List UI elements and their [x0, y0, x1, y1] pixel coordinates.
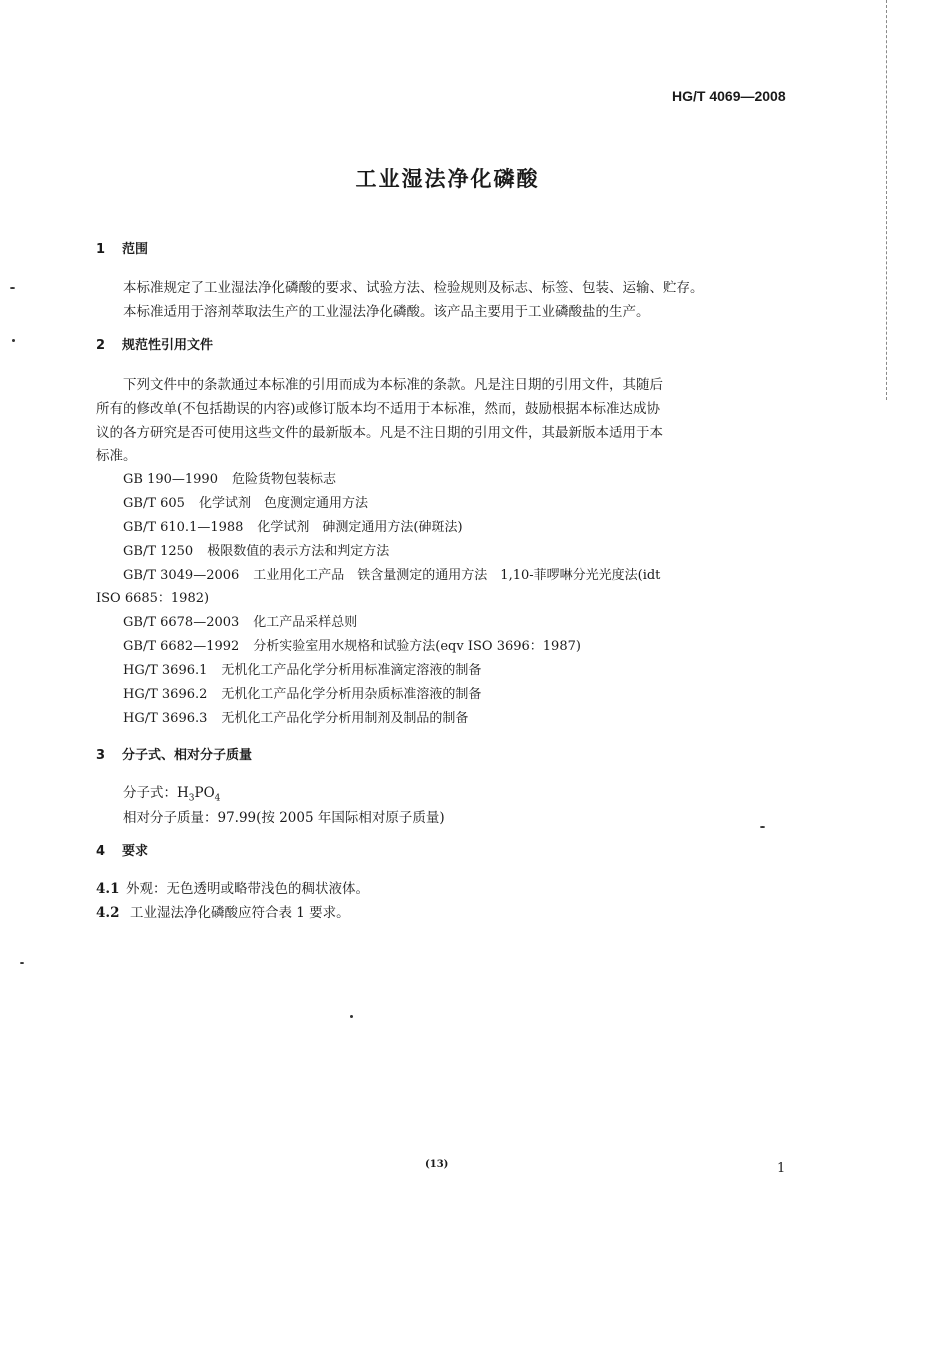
scan-speck — [760, 826, 765, 828]
scan-speck — [20, 962, 24, 964]
section-1-heading — [96, 238, 148, 257]
reference-code: GB/T 610.1—1988 — [123, 520, 244, 535]
reference-item — [123, 564, 660, 583]
reference-item — [123, 468, 336, 487]
reference-code: HG/T 3696.1 — [123, 663, 208, 678]
requirement-item — [96, 877, 369, 897]
section-3-heading — [96, 744, 252, 763]
scope-paragraph-1: 本标准规定了工业湿法净化磷酸的要求、试验方法、检验规则及标志、标签、包装、运输、贮存。 — [123, 280, 704, 296]
formula-subscript: 3 — [188, 793, 195, 804]
reference-item — [123, 492, 368, 511]
scan-edge-line — [886, 0, 887, 400]
reference-code: GB/T 605 — [123, 496, 185, 511]
scan-speck — [350, 1015, 353, 1018]
reference-item — [123, 540, 389, 559]
requirement-text: 外观：无色透明或略带浅色的稠状液体。 — [126, 881, 369, 897]
formula-element: PO — [194, 785, 215, 801]
reference-item — [123, 635, 581, 654]
reference-title: 分析实验室用水规格和试验方法(eqv ISO 3696：1987) — [253, 639, 581, 654]
formula-subscript: 4 — [214, 793, 221, 804]
section-title: 分子式、相对分子质量 — [122, 748, 253, 763]
requirement-text: 工业湿法净化磷酸应符合表 1 要求。 — [130, 905, 350, 921]
reference-code: GB/T 3049—2006 — [123, 568, 240, 583]
formula-element: H — [177, 785, 189, 801]
scan-speck — [10, 287, 15, 289]
reference-code: HG/T 3696.2 — [123, 687, 208, 702]
requirement-number: 4.1 — [96, 881, 120, 897]
scope-paragraph-2: 本标准适用于溶剂萃取法生产的工业湿法净化磷酸。该产品主要用于工业磷酸盐的生产。 — [123, 304, 650, 320]
reference-title: 化学试剂 色度测定通用方法 — [198, 496, 368, 511]
section-title: 范围 — [122, 242, 149, 257]
reference-item — [123, 683, 481, 702]
reference-title: 化工产品采样总则 — [253, 615, 358, 630]
reference-item — [123, 659, 481, 678]
formula-label: 分子式： — [123, 785, 177, 801]
requirement-number: 4.2 — [96, 905, 120, 921]
reference-title: 化学试剂 砷测定通用方法(砷斑法) — [257, 520, 463, 535]
reference-code: GB 190—1990 — [123, 472, 218, 487]
reference-title: 无机化工产品化学分析用制剂及制品的制备 — [221, 711, 469, 726]
section-2-heading — [96, 334, 213, 353]
page-number: (13) — [425, 1159, 449, 1170]
reference-title: 无机化工产品化学分析用杂质标准溶液的制备 — [221, 687, 482, 702]
normative-intro-line-3: 议的各方研究是否可使用这些文件的最新版本。凡是不注日期的引用文件，其最新版本适用于本 — [96, 425, 663, 441]
scan-speck — [12, 339, 15, 342]
normative-intro-line-1: 下列文件中的条款通过本标准的引用而成为本标准的条款。凡是注日期的引用文件，其随后 — [123, 377, 663, 393]
reference-title: 极限数值的表示方法和判定方法 — [207, 544, 390, 559]
reference-code: GB/T 1250 — [123, 544, 194, 559]
reference-title: 危险货物包装标志 — [231, 472, 336, 487]
normative-intro-line-2: 所有的修改单(不包括勘误的内容)或修订版本均不适用于本标准，然而，鼓励根据本标准达成协 — [96, 401, 661, 417]
section-number: 2 — [96, 338, 106, 353]
section-title: 要求 — [122, 844, 149, 859]
reference-title: 工业用化工产品 铁含量测定的通用方法 1,10-菲啰啉分光光度法(idt — [253, 568, 661, 583]
reference-continuation: ISO 6685：1982) — [96, 591, 210, 606]
corner-number: 1 — [777, 1161, 786, 1176]
reference-title: 无机化工产品化学分析用标准滴定溶液的制备 — [221, 663, 482, 678]
section-number: 4 — [96, 844, 106, 859]
section-title: 规范性引用文件 — [122, 338, 214, 353]
reference-item — [123, 707, 468, 726]
requirement-item — [96, 901, 350, 921]
molecular-formula — [123, 781, 220, 804]
document-title: 工业湿法净化磷酸 — [355, 167, 540, 191]
reference-item — [123, 611, 357, 630]
normative-intro-line-4: 标准。 — [96, 448, 137, 464]
section-4-heading — [96, 840, 148, 859]
reference-code: GB/T 6682—1992 — [123, 639, 240, 654]
relative-molecular-mass: 相对分子质量：97.99(按 2005 年国际相对原子质量) — [123, 810, 445, 826]
reference-item — [123, 516, 463, 535]
reference-code: GB/T 6678—2003 — [123, 615, 240, 630]
standard-code: HG/T 4069—2008 — [672, 88, 786, 104]
reference-code: HG/T 3696.3 — [123, 711, 208, 726]
section-number: 3 — [96, 748, 106, 763]
section-number: 1 — [96, 242, 106, 257]
